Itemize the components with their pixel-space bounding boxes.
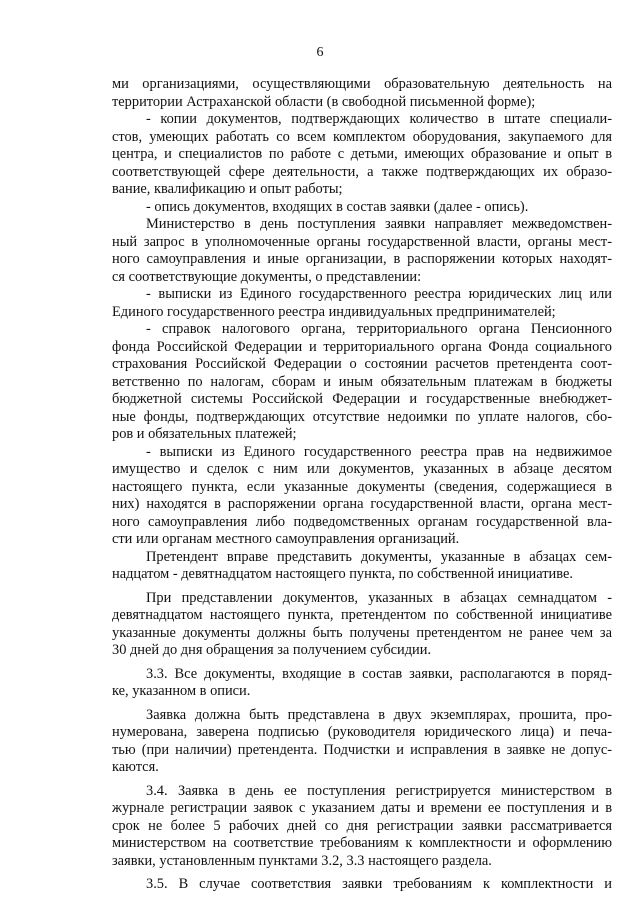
paragraph: [112, 216, 612, 286]
text-line: бюджетной системы Российской Федерации и государственные внебюджет-: [112, 391, 612, 407]
paragraph: [112, 876, 612, 894]
text-line: надцатом - девятнадцатом настоящего пункта, по собственной инициативе.: [112, 566, 573, 582]
text-line: территории Астраханской области (в свободной письменной форме);: [112, 93, 536, 110]
text-line: Единого государственного реестра индивидуальных предпринимателей;: [112, 303, 556, 320]
text-line: фонда Российской Федерации и территориального органа Фонда социального: [112, 338, 612, 355]
text-line: срок не более 5 рабочих дней со дня регистрации заявки рассматривается: [112, 817, 612, 834]
text-line: ми организациями, осуществляющими образовательную деятельность на: [112, 76, 612, 92]
text-line: 3.4. Заявка в день ее поступления регистрируется министерством в: [146, 782, 612, 799]
text-line: - опись документов, входящих в состав заявки (далее - опись).: [146, 198, 529, 215]
text-line: - выписки из Единого государственного реестра юридических лиц или: [146, 286, 612, 302]
text-line: ся соответствующие документы, о представлении:: [112, 268, 422, 285]
paragraph: [112, 444, 612, 549]
paragraph: [112, 321, 612, 444]
text-line: ветственно по налогам, сборам и иным обязательным платежам в бюджеты: [112, 373, 612, 390]
paragraph: [112, 783, 612, 871]
text-line: центра, и специалистов по работе с детьми, имеющих образование и опыт в: [112, 146, 612, 162]
text-line: вание, квалификацию и опыт работы;: [112, 181, 343, 197]
paragraph: [112, 549, 612, 584]
text-line: девятнадцатом настоящего пункта, претендентом по собственной инициативе: [112, 607, 612, 623]
paragraph: [112, 199, 612, 217]
text-line: Министерство в день поступления заявки направляет межведомствен-: [146, 216, 612, 232]
text-line: журнале регистрации заявок с указанием даты и времени ее поступления и в: [112, 800, 612, 816]
text-line: ного самоуправления либо подведомственных органам государственной вла-: [112, 513, 612, 530]
text-line: 30 дней до дня обращения за получением субсидии.: [112, 642, 432, 658]
text-line: ные фонды, подтверждающих отсутствие недоимки по уплате налогов, сбо-: [112, 408, 612, 425]
text-line: заявки, установленным пунктами 3.2, 3.3 настоящего раздела.: [112, 852, 492, 869]
text-line: ке, указанном в описи.: [112, 683, 251, 699]
text-line: 3.3. Все документы, входящие в состав заявки, располагаются в поряд-: [146, 665, 612, 682]
text-line: - выписки из Единого государственного реестра прав на недвижимое: [146, 443, 612, 460]
paragraph: [112, 590, 612, 660]
paragraph: [112, 286, 612, 321]
text-line: них) находятся в распоряжении органа государственной власти, органа мест-: [112, 496, 612, 512]
paragraph: [112, 76, 612, 111]
text-line: сти или органам местного самоуправления организаций.: [112, 531, 460, 547]
text-line: - копии документов, подтверждающих количество в штате специали-: [146, 111, 612, 127]
text-line: соответствующей сфере деятельности, а также подтверждающих их образо-: [112, 163, 612, 180]
text-line: ров и обязательных платежей;: [112, 426, 297, 442]
paragraph: [112, 707, 612, 777]
text-line: нумерована, заверена подписью (руководителя юридического лица) и печа-: [112, 724, 612, 740]
document-body: [112, 76, 612, 894]
text-line: настоящего пункта, если указанные документы (сведения, содержащиеся в: [112, 478, 612, 495]
text-line: Заявка должна быть представлена в двух экземплярах, прошита, про-: [146, 706, 612, 723]
text-line: ного самоуправления и иные организации, в распоряжении которых находят-: [112, 251, 612, 267]
text-line: 3.5. В случае соответствия заявки требованиям к комплектности и: [146, 876, 612, 892]
text-line: тью (при наличии) претендента. Подчистки и исправления в заявке не допус-: [112, 741, 612, 758]
page-number: 6: [316, 45, 324, 60]
paragraph: [112, 666, 612, 701]
text-line: - справок налогового органа, территориального органа Пенсионного: [146, 321, 612, 337]
text-line: Претендент вправе представить документы, указанные в абзацах сем-: [146, 548, 612, 565]
text-line: каются.: [112, 759, 159, 775]
text-line: ный запрос в уполномоченные органы государственной власти, органы мест-: [112, 233, 612, 250]
text-line: страхования Российской Федерации о состоянии расчетов претендента соот-: [112, 356, 612, 372]
text-line: стов, умеющих работать со всем комплектом оборудования, закупаемого для: [112, 128, 612, 145]
text-line: министерством на соответствие требованиям к комплектности и оформлению: [112, 835, 612, 851]
text-line: При представлении документов, указанных в абзацах семнадцатом -: [146, 589, 612, 606]
text-line: имущество и сделок с ним или документов, указанных в абзаце десятом: [112, 461, 612, 477]
text-line: указанные документы должны быть получены претендентом не ранее чем за: [112, 624, 612, 641]
paragraph: [112, 111, 612, 199]
